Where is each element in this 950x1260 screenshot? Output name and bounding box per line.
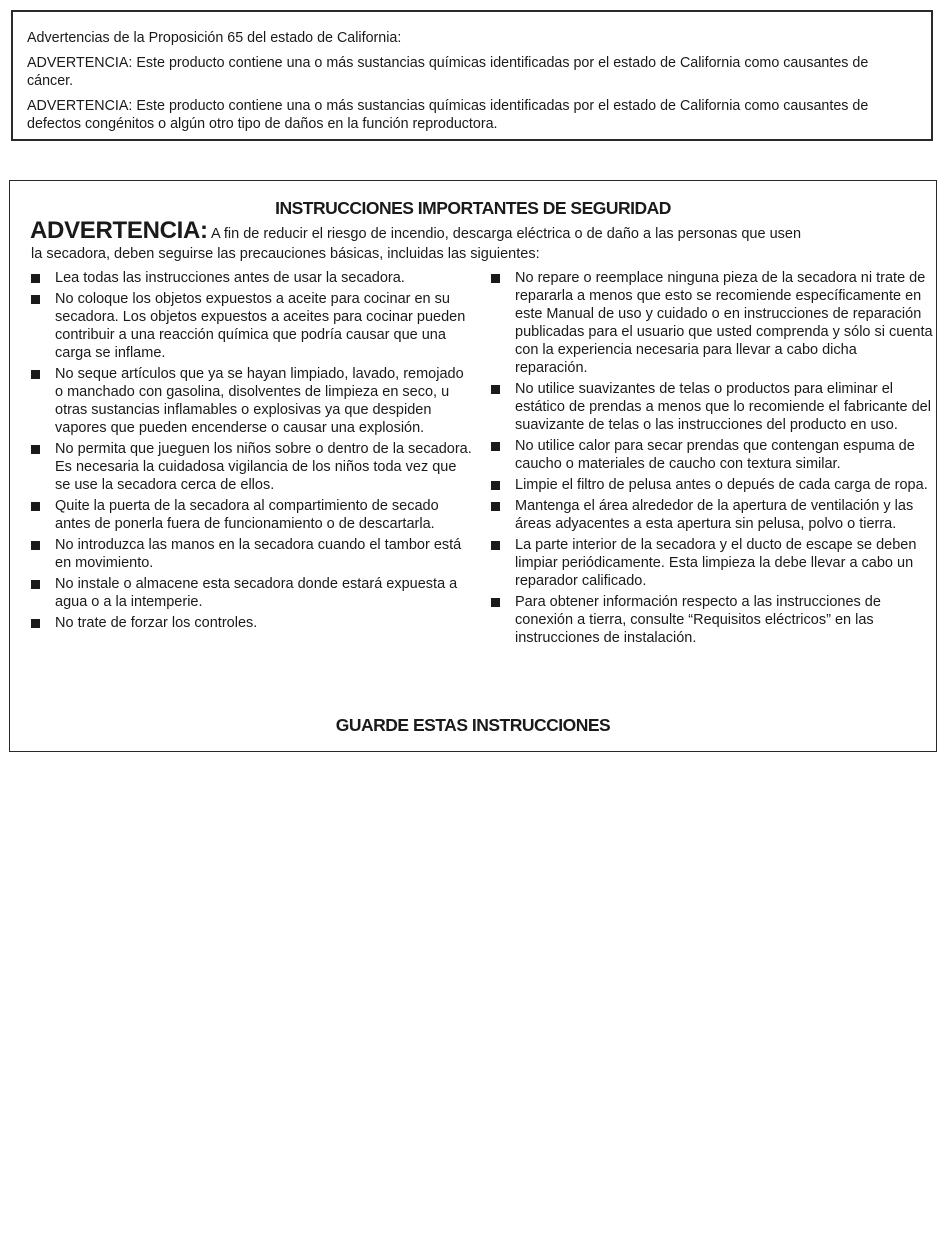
- list-item: No trate de forzar los controles.: [28, 614, 473, 632]
- list-item: Limpie el filtro de pelusa antes o depués de cada carga de ropa.: [488, 476, 933, 494]
- square-bullet-icon: [31, 370, 40, 379]
- list-item: No utilice calor para secar prendas que contengan espuma de caucho o materiales de caucho con textura similar.: [488, 437, 933, 473]
- square-bullet-icon: [31, 274, 40, 283]
- list-item: No introduzca las manos en la secadora cuando el tambor está en movimiento.: [28, 536, 473, 572]
- list-item: Para obtener información respecto a las instrucciones de conexión a tierra, consulte “Requisitos eléctricos” en las instrucciones de instalación.: [488, 593, 933, 647]
- square-bullet-icon: [491, 442, 500, 451]
- square-bullet-icon: [491, 385, 500, 394]
- list-item: No seque artículos que ya se hayan limpiado, lavado, remojado o manchado con gasolina, disolventes de limpieza en seco, u otras sustancias inflamables o explosivas ya que despiden vapores que pueden encenderse o causar una explosión.: [28, 365, 473, 437]
- square-bullet-icon: [31, 445, 40, 454]
- list-item: No utilice suavizantes de telas o productos para eliminar el estático de prendas a menos que lo recomiende el fabricante del suavizante de telas o las instrucciones del producto en uso.: [488, 380, 933, 434]
- list-item: Quite la puerta de la secadora al compartimiento de secado antes de ponerla fuera de funcionamiento o de descartarla.: [28, 497, 473, 533]
- prop65-heading: Advertencias de la Proposición 65 del estado de California:: [27, 30, 402, 46]
- square-bullet-icon: [491, 541, 500, 550]
- square-bullet-icon: [491, 502, 500, 511]
- prop65-warning-box: [11, 10, 933, 141]
- list-item: No coloque los objetos expuestos a aceite para cocinar en su secadora. Los objetos expuestos a aceites para cocinar pueden contribuir a una reacción química que podría causar que una carga se inflame.: [28, 290, 473, 362]
- square-bullet-icon: [491, 598, 500, 607]
- warning-word: ADVERTENCIA:: [30, 217, 208, 244]
- square-bullet-icon: [31, 619, 40, 628]
- square-bullet-icon: [491, 274, 500, 283]
- right-precautions-column: [488, 269, 933, 650]
- square-bullet-icon: [31, 541, 40, 550]
- prop65-reproductive-warning: ADVERTENCIA: Este producto contiene una o más sustancias químicas identificadas por el estado de California como causantes de defectos congénitos o algún otro tipo de daños en la función reproductora.: [27, 98, 869, 132]
- safety-title: INSTRUCCIONES IMPORTANTES DE SEGURIDAD: [275, 198, 671, 218]
- left-precautions-column: [28, 269, 473, 635]
- square-bullet-icon: [491, 481, 500, 490]
- square-bullet-icon: [31, 295, 40, 304]
- list-item: Mantenga el área alrededor de la apertura de ventilación y las áreas adyacentes a esta apertura sin pelusa, polvo o tierra.: [488, 497, 933, 533]
- square-bullet-icon: [31, 580, 40, 589]
- list-item: No repare o reemplace ninguna pieza de la secadora ni trate de repararla a menos que esto se recomiende específicamente en este Manual de uso y cuidado o en instrucciones de reparación publicadas para el usuario que usted comprenda y sólo si cuenta con la experiencia necesaria para llevar a cabo dicha reparación.: [488, 269, 933, 377]
- safety-instructions-box: [9, 180, 937, 752]
- list-item: La parte interior de la secadora y el ducto de escape se deben limpiar periódicamente. Esta limpieza la debe llevar a cabo un reparador calificado.: [488, 536, 933, 590]
- square-bullet-icon: [31, 502, 40, 511]
- save-instructions-footer: GUARDE ESTAS INSTRUCCIONES: [335, 715, 611, 735]
- list-item: Lea todas las instrucciones antes de usar la secadora.: [28, 269, 473, 287]
- warning-intro-text: A fin de reducir el riesgo de incendio, descarga eléctrica o de daño a las personas que usen: [207, 226, 802, 242]
- prop65-cancer-warning: ADVERTENCIA: Este producto contiene una o más sustancias químicas identificadas por el estado de California como causantes de cáncer.: [27, 55, 869, 89]
- warning-intro-continuation: la secadora, deben seguirse las precauciones básicas, incluidas las siguientes:: [31, 246, 540, 262]
- list-item: No permita que jueguen los niños sobre o dentro de la secadora. Es necesaria la cuidadosa vigilancia de los niños toda vez que se use la secadora cerca de ellos.: [28, 440, 473, 494]
- safety-warning-line: [30, 219, 920, 243]
- list-item: No instale o almacene esta secadora donde estará expuesta a agua o a la intemperie.: [28, 575, 473, 611]
